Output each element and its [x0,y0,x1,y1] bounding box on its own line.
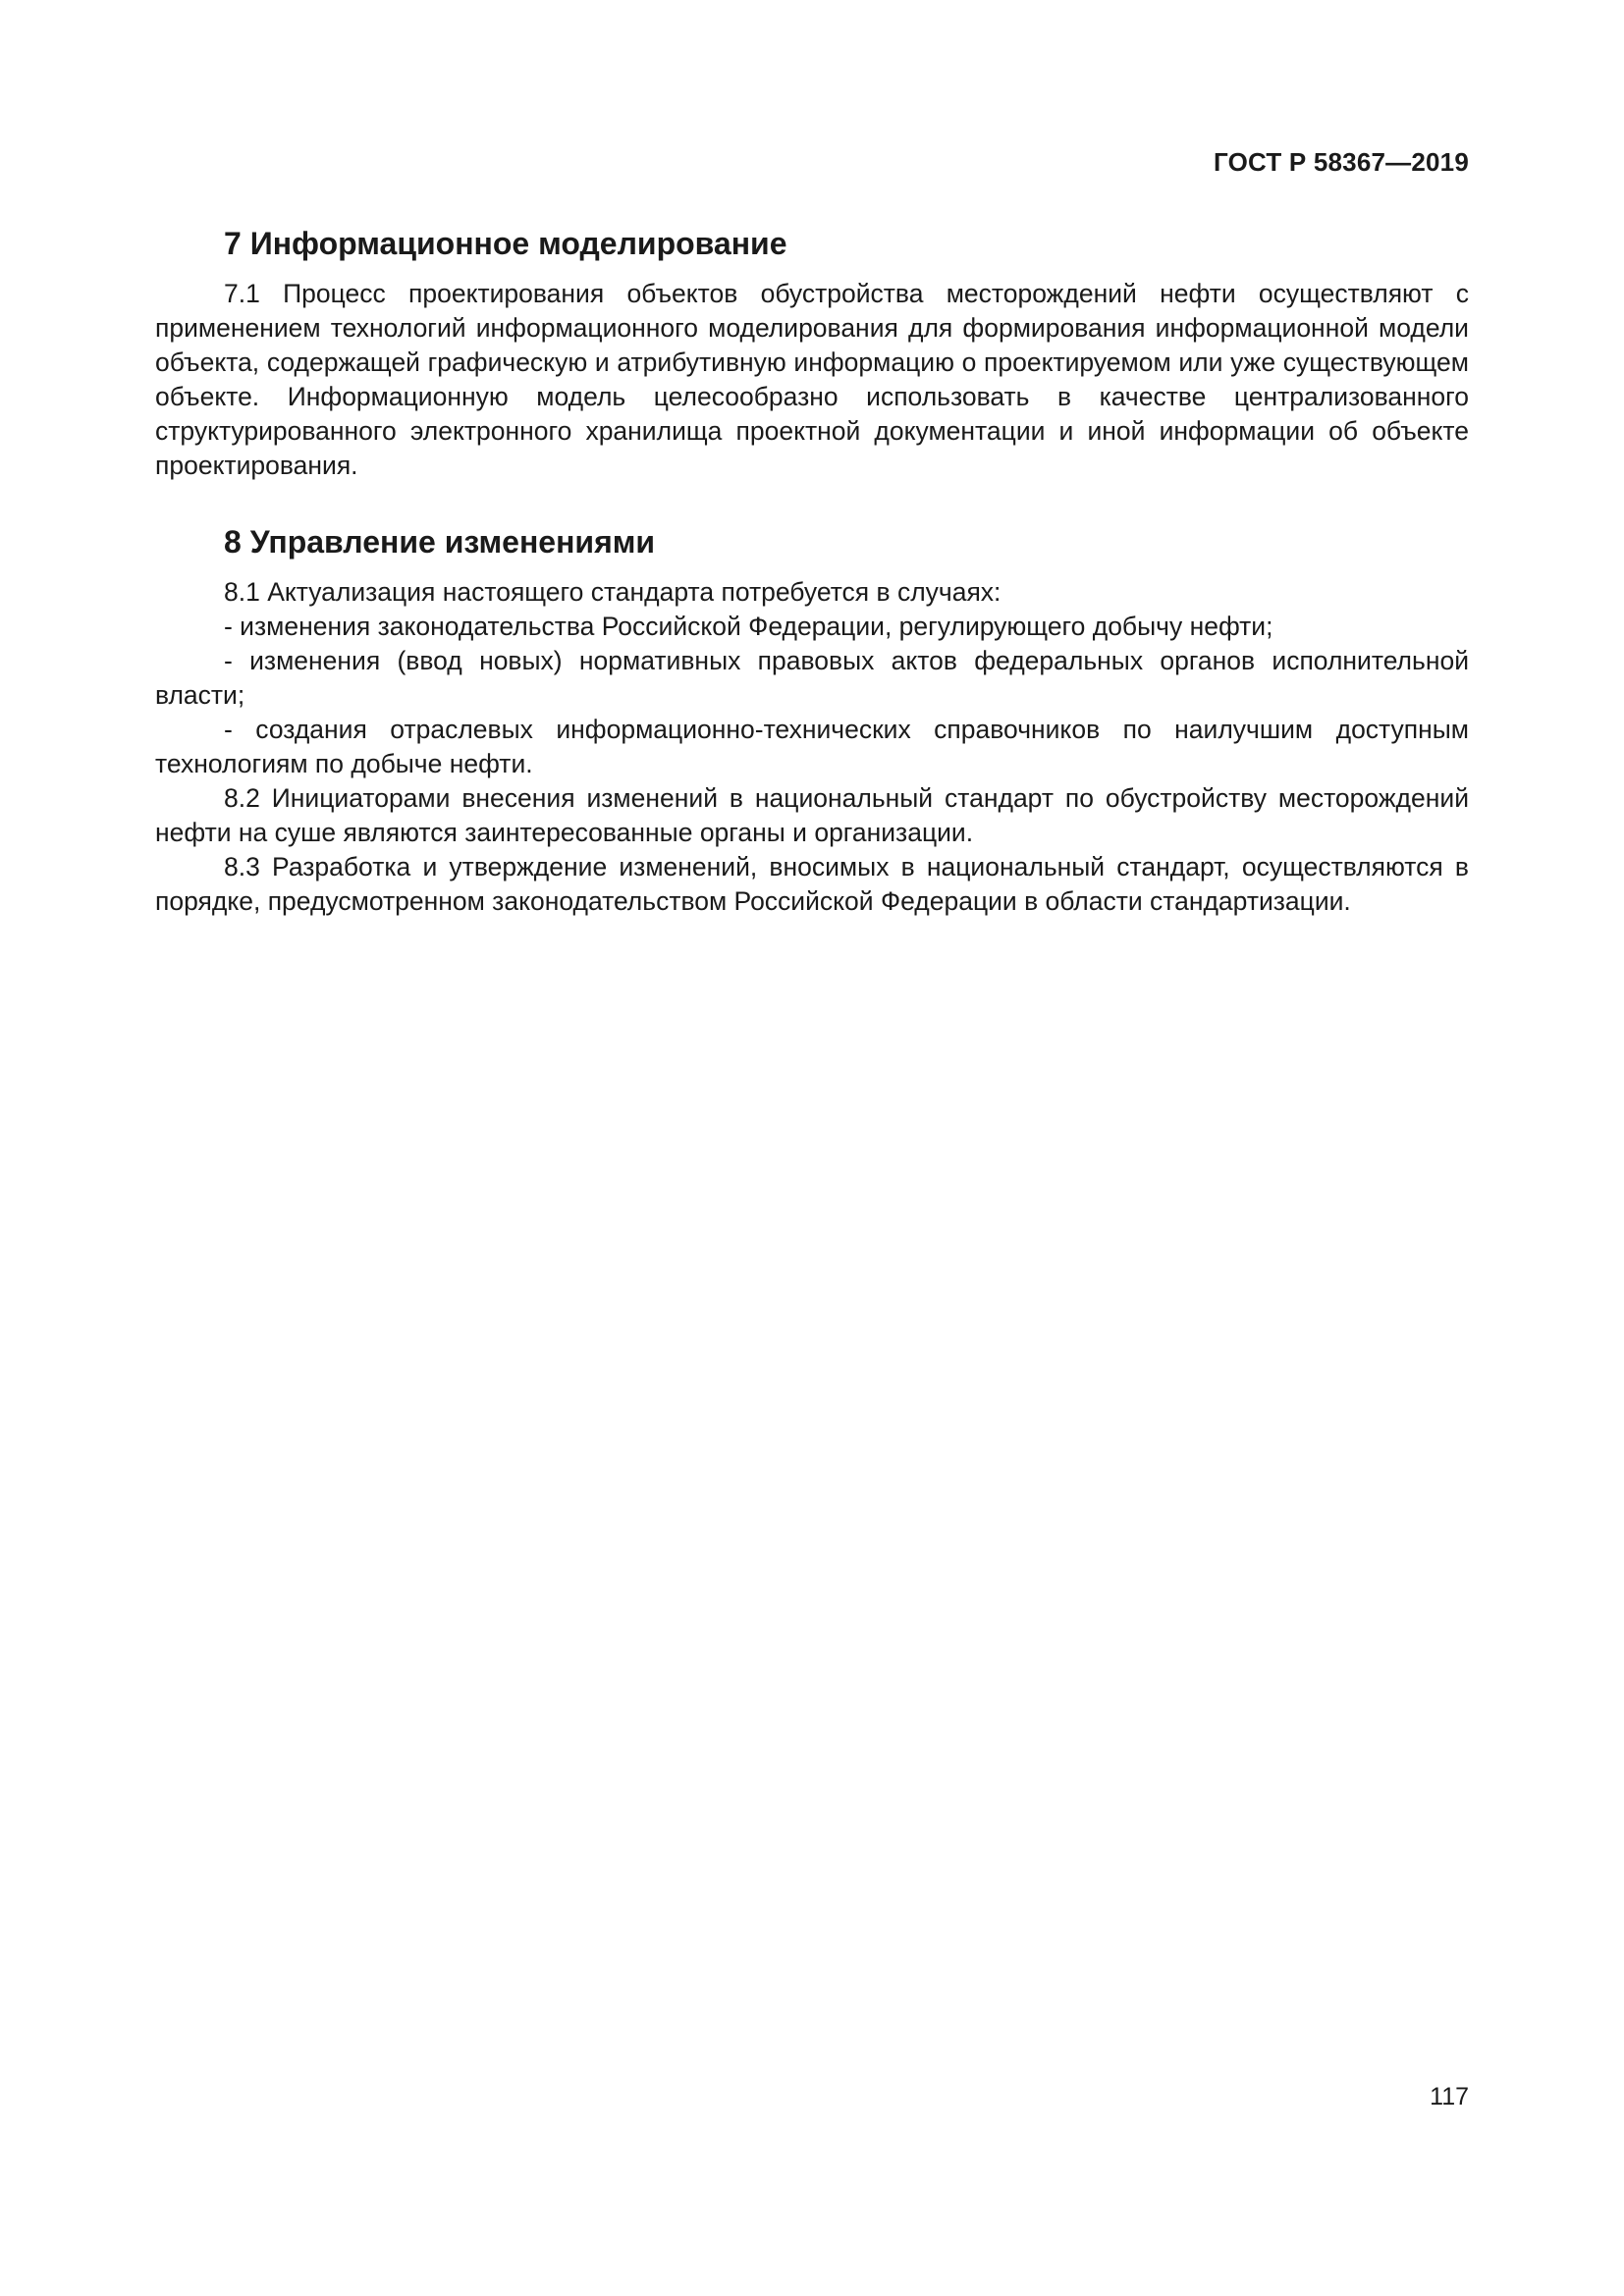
paragraph-8-1: 8.1 Актуализация настоящего стандарта потребуется в случаях: [224,577,1001,607]
list-item-regulations: - изменения (ввод новых) нормативных правовых актов федеральных органов исполнительной власти; [155,646,1469,710]
paragraph-7-1: 7.1 Процесс проектирования объектов обустройства месторождений нефти осуществляют с применением технологий информационного моделирования для формирования информационной модели объекта, содержащей графическую и атрибутивную информацию о проектируемом или уже существующем объекте. Информационную модель целесообразно использовать в качестве централизованного структурированного электронного хранилища проектной документации и иной информации об объекте проектирования. [155,279,1469,480]
list-item-reference-books: - создания отраслевых информационно-технических справочников по наилучшим доступным технологиям по добыче нефти. [155,715,1469,778]
list-item-legislation: - изменения законодательства Российской Федерации, регулирующего добычу нефти; [224,612,1273,641]
section-8-heading: 8 Управление изменениями [224,524,656,560]
paragraph-8-2: 8.2 Инициаторами внесения изменений в национальный стандарт по обустройству месторождений нефти на суше являются заинтересованные органы и организации. [155,783,1469,847]
page-content [155,222,1469,919]
document-code: ГОСТ Р 58367—2019 [1214,147,1469,177]
paragraph-8-3: 8.3 Разработка и утверждение изменений, вносимых в национальный стандарт, осуществляются в порядке, предусмотренном законодательством Российской Федерации в области стандартизации. [155,852,1469,916]
section-7-heading: 7 Информационное моделирование [224,226,787,261]
page-number: 117 [1430,2083,1469,2110]
